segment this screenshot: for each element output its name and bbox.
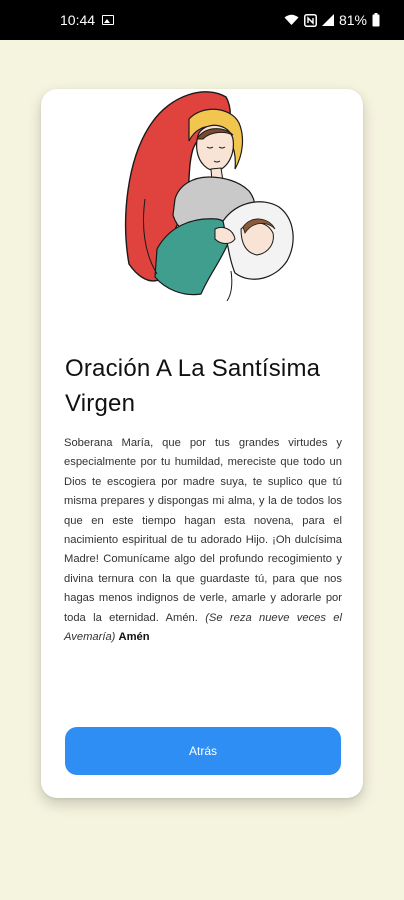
status-bar (0, 0, 404, 40)
status-left (60, 0, 114, 40)
battery-icon (372, 13, 380, 27)
virgin-mary-illustration (111, 89, 301, 304)
prayer-closing: Amén (118, 631, 150, 644)
prayer-title: Oración A La Santísima Virgen (65, 355, 321, 417)
status-time: 10:44 (60, 12, 96, 28)
signal-icon (322, 14, 334, 26)
prayer-note: (Se reza nueve veces el Avemaría) (64, 611, 342, 644)
nfc-icon (304, 14, 317, 27)
gallery-icon (102, 15, 114, 25)
wifi-icon (284, 14, 299, 26)
battery-percent: 81% (338, 12, 367, 28)
status-right (284, 0, 380, 40)
prayer-text (64, 434, 342, 647)
prayer-body: Soberana María, que por tus grandes virtudes y especialmente por tu humildad, mereciste que todo un Dios te escogiera por madre suya, te suplico que tú misma prepares y dispongas mi alma, y la de todos los que en este tiempo hagan esta novena, para el nacimiento espiritual de tu adorado Hijo. ¡Oh dulcísima Madre! Comunícame algo del profundo recogimiento y divina ternura con la que guardaste tú, para que nos hagas menos indignos de verle, amarle y adorarle por toda la eternidad. Amén. (64, 437, 342, 624)
prayer-card (41, 89, 363, 798)
back-button[interactable]: Atrás (65, 727, 341, 775)
